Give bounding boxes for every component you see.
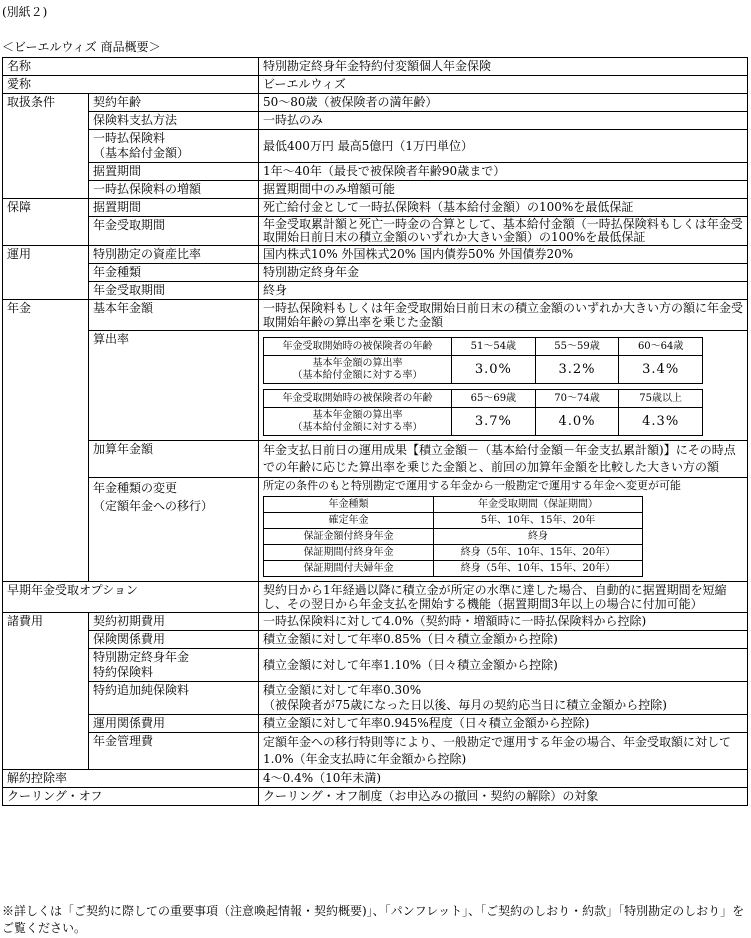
row-label: 年金受取期間 [89, 217, 259, 246]
row-label: 加算年金額 [89, 441, 259, 478]
rate-header: 年金受取開始時の被保険者の年齢 [264, 338, 452, 356]
row-value: 最低400万円 最高5億円（1万円単位） [259, 130, 748, 163]
row-value-line: （被保険者が75歳になった日以後、毎月の契約応当日に積立金額から控除) [263, 698, 667, 712]
rate-age: 70～74歳 [535, 390, 619, 408]
type-header: 年金種類 [264, 497, 434, 513]
row-label: 特別勘定の資産比率 [89, 246, 259, 264]
row-value: 50～80歳（被保険者の満年齢） [259, 94, 748, 112]
row-label: 年金受取期間 [89, 282, 259, 300]
section-heading: ＜ビーエルウィズ 商品概要＞ [2, 40, 161, 54]
row-operation-ratio [3, 246, 748, 264]
rate-value: 4.0% [535, 408, 619, 436]
row-label: 基本年金額 [89, 300, 259, 331]
row-value: 据置期間中のみ増額可能 [259, 181, 748, 199]
product-overview-table [2, 57, 748, 806]
rate-age: 55～59歳 [535, 338, 619, 356]
rate-table-2 [263, 389, 703, 436]
row-fees-insurance [3, 631, 748, 649]
row-annuity-change [3, 478, 748, 582]
row-terms-deferral [3, 163, 748, 181]
period-header: 年金受取期間（保証期間） [434, 497, 643, 513]
row-value: 終身 [259, 282, 748, 300]
row-value: 特別勘定終身年金特約付変額個人年金保険 [259, 58, 748, 76]
rate-value: 3.4% [619, 356, 703, 384]
row-fees-management [3, 715, 748, 733]
row-label: 年金種類 [89, 264, 259, 282]
row-label: 契約初期費用 [89, 613, 259, 631]
row-label: 運用関係費用 [89, 715, 259, 733]
row-value: 積立金額に対して年率0.85%（日々積立金額から控除) [259, 631, 748, 649]
row-terms-premium [3, 130, 748, 163]
row-value: 死亡給付金として一時払保険料（基本給付金額）の100%を最低保証 [259, 199, 748, 217]
row-terms-increase [3, 181, 748, 199]
rate-row-label-line: （基本給付金額に対する率） [292, 369, 423, 381]
row-label: 解約控除率 [3, 770, 259, 788]
rate-row-label-line: （基本給付金額に対する率） [292, 421, 423, 433]
row-value: 積立金額に対して年率0.945%程度（日々積立金額から控除) [259, 715, 748, 733]
row-terms-age [3, 94, 748, 112]
annex-label: (別紙２) [2, 5, 48, 19]
row-fees-admin [3, 733, 748, 770]
rate-age: 60～64歳 [619, 338, 703, 356]
row-surrender [3, 770, 748, 788]
row-label-line: （定額年金への移行） [93, 499, 214, 513]
row-value: 一時払保険料もしくは年金受取開始日前日末の積立金額のいずれか大きい方の額に年金受取開始年齢の算出率を乗じた金額 [259, 300, 748, 331]
rate-row-label [264, 356, 452, 384]
rate-row-label-line: 基本年金額の算出率 [312, 357, 403, 369]
rate-header: 年金受取開始時の被保険者の年齢 [264, 390, 452, 408]
type-cell: 保証期間付終身年金 [264, 545, 434, 561]
row-value: 一時払のみ [259, 112, 748, 130]
row-value: 年金受取累計額と死亡一時金の合算として、基本給付金額（一時払保険料もしくは年金受取開始日前日末の積立金額のいずれか大きい金額）の100%を最低保証 [259, 217, 748, 246]
type-cell: 保証期間付夫婦年金 [264, 561, 434, 577]
rate-value: 3.2% [535, 356, 619, 384]
group-label: 取扱条件 [3, 94, 89, 199]
footnote: ※詳しくは「ご契約に際しての重要事項（注意喚起情報・契約概要)」、「パンフレット」、「ご契約のしおり・約款」「特別勘定のしおり」をご覧ください。 [2, 904, 745, 935]
group-label: 運用 [3, 246, 89, 300]
type-cell: 保証金額付終身年金 [264, 529, 434, 545]
row-value [259, 331, 748, 441]
row-label [89, 478, 259, 582]
row-guarantee-deferral [3, 199, 748, 217]
row-label: 年金管理費 [89, 733, 259, 770]
period-cell: 終身 [434, 529, 643, 545]
row-label [89, 130, 259, 163]
row-value [259, 682, 748, 715]
row-label: 特約追加純保険料 [89, 682, 259, 715]
row-annuity-rate [3, 331, 748, 441]
row-cooling-off [3, 788, 748, 806]
group-label: 諸費用 [3, 613, 89, 770]
row-value: 4～0.4%（10年未満) [259, 770, 748, 788]
row-annuity-additional [3, 441, 748, 478]
rate-value: 4.3% [619, 408, 703, 436]
row-label: 算出率 [89, 331, 259, 441]
row-fees-rider [3, 682, 748, 715]
row-value: ビーエルウィズ [259, 76, 748, 94]
rate-age: 75歳以上 [619, 390, 703, 408]
row-value: 定額年金への移行特則等により、一般勘定で運用する年金の場合、年金受取額に対して1.0%（年金支払時に年金額から控除) [259, 733, 748, 770]
rate-value: 3.0% [452, 356, 536, 384]
row-early-option [3, 582, 748, 613]
rate-row-label [264, 408, 452, 436]
row-label-line: 年金種類の変更 [93, 481, 178, 495]
rate-value: 3.7% [452, 408, 536, 436]
row-value: 特別勘定終身年金 [259, 264, 748, 282]
row-label-line: （基本給付金額） [93, 146, 190, 160]
period-cell: 5年、10年、15年、20年 [434, 513, 643, 529]
row-label [89, 649, 259, 682]
row-value-line: 積立金額に対して年率0.30% [263, 683, 422, 697]
row-label: 契約年齢 [89, 94, 259, 112]
period-cell: 終身（5年、10年、15年、20年） [434, 545, 643, 561]
row-name [3, 58, 748, 76]
row-label-line: 特約保険料 [93, 665, 154, 679]
row-terms-payment [3, 112, 748, 130]
row-value: 年金支払日前日の運用成果【積立金額－（基本給付金額－年金支払累計額)】にその時点での年齢に応じた算出率を乗じた金額と、前回の加算年金額を比較した大きい方の額 [259, 441, 748, 478]
row-label: 名称 [3, 58, 259, 76]
row-nickname [3, 76, 748, 94]
row-label: 据置期間 [89, 199, 259, 217]
group-label: 年金 [3, 300, 89, 582]
row-label: 一時払保険料の増額 [89, 181, 259, 199]
rate-age: 65～69歳 [452, 390, 536, 408]
row-label: 据置期間 [89, 163, 259, 181]
row-annuity-base [3, 300, 748, 331]
row-value: クーリング・オフ制度（お申込みの撤回・契約の解除）の対象 [259, 788, 748, 806]
rate-table-1 [263, 337, 703, 384]
type-cell: 確定年金 [264, 513, 434, 529]
group-label: 保障 [3, 199, 89, 246]
rate-age: 51～54歳 [452, 338, 536, 356]
row-value: 契約日から1年経過以降に積立金が所定の水準に達した場合、自動的に据置期間を短縮し、その翌日から年金支払を開始する機能（据置期間3年以上の場合に付加可能） [259, 582, 748, 613]
row-label-line: 一時払保険料 [93, 131, 166, 145]
row-fees-initial [3, 613, 748, 631]
row-operation-period [3, 282, 748, 300]
row-label: 早期年金受取オプション [3, 582, 259, 613]
rate-row-label-line: 基本年金額の算出率 [312, 409, 403, 421]
row-value: 積立金額に対して年率1.10%（日々積立金額から控除) [259, 649, 748, 682]
row-operation-type [3, 264, 748, 282]
row-label: 保険料支払方法 [89, 112, 259, 130]
row-label: 保険関係費用 [89, 631, 259, 649]
row-fees-lifetime [3, 649, 748, 682]
row-label: クーリング・オフ [3, 788, 259, 806]
row-guarantee-annuity [3, 217, 748, 246]
row-label-line: 特別勘定終身年金 [93, 650, 190, 664]
row-value: 一時払保険料に対して4.0%（契約時・増額時に一時払保険料から控除) [259, 613, 748, 631]
change-text: 所定の条件のもと特別勘定で運用する年金から一般勘定で運用する年金へ変更が可能 [263, 479, 682, 492]
row-value: 1年～40年（最長で被保険者年齢90歳まで） [259, 163, 748, 181]
annuity-type-table [263, 496, 643, 577]
row-label: 愛称 [3, 76, 259, 94]
row-value [259, 478, 748, 582]
row-value: 国内株式10% 外国株式20% 国内債券50% 外国債券20% [259, 246, 748, 264]
period-cell: 終身（5年、10年、15年、20年） [434, 561, 643, 577]
